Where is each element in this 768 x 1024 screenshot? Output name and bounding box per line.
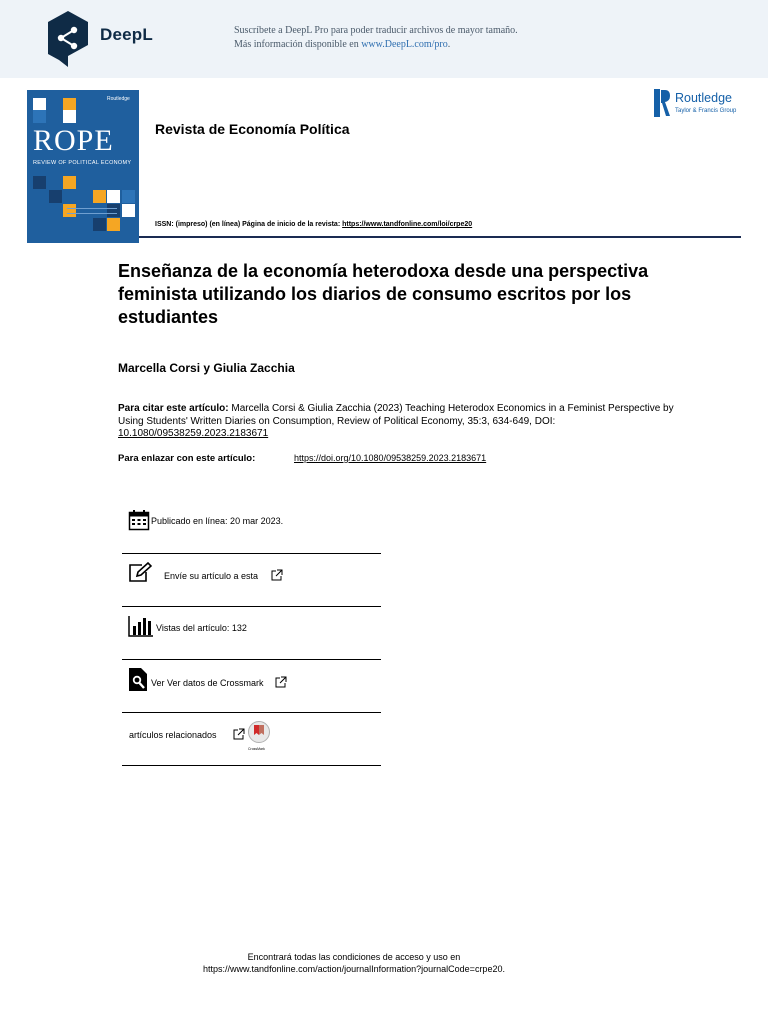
crossmark-row[interactable] [122, 667, 381, 697]
document-search-icon [128, 667, 148, 692]
info-divider [122, 659, 381, 660]
deepl-brand: DeepL [100, 25, 153, 44]
journal-cover [27, 90, 139, 243]
crossmark-label[interactable]: Ver Ver datos de Crossmark [151, 678, 264, 688]
citation [118, 403, 678, 441]
cover-square [49, 190, 62, 203]
cover-square [107, 190, 120, 203]
bar-chart-icon [128, 615, 154, 637]
article-doi-url[interactable]: https://doi.org/10.1080/09538259.2023.2183671 [294, 453, 487, 463]
footer-terms-url[interactable]: https://www.tandfonline.com/action/journalInformation?journalCode=crpe20. [203, 964, 505, 974]
published-date: Publicado en línea: 20 mar 2023. [151, 516, 284, 526]
article-title: Enseñanza de la economía heterodoxa desde una perspectiva feminista utilizando los diarios de consumo escritos por los estudiantes [118, 261, 649, 327]
cover-square [93, 190, 106, 203]
article-link-row [118, 453, 487, 464]
routledge-logo-icon [654, 89, 670, 117]
banner-message [234, 24, 518, 52]
deepl-logo-icon [45, 9, 91, 69]
info-divider [122, 606, 381, 607]
external-link-icon [271, 569, 283, 581]
banner-line-2-prefix: Más información disponible en [234, 39, 362, 50]
issn-text: ISSN: (impreso) (en línea) Página de inicio de la revista: [155, 221, 343, 228]
submit-label[interactable]: Envíe su artículo a esta [164, 571, 259, 581]
footer-terms [0, 951, 708, 975]
journal-title: Revista de Economía Política [155, 121, 350, 137]
banner-line-1: Suscríbete a DeepL Pro para poder traducir archivos de mayor tamaño. [234, 25, 518, 36]
header-divider [139, 236, 741, 238]
crossmark-badge-text: CrossMark [248, 747, 265, 751]
info-divider [122, 765, 381, 766]
related-row[interactable] [122, 719, 381, 755]
submit-row[interactable] [122, 561, 381, 591]
cover-square [63, 176, 76, 189]
calendar-icon [128, 509, 150, 531]
cover-square [107, 204, 120, 217]
article-authors: Marcella Corsi y Giulia Zacchia [118, 361, 295, 375]
edit-icon [128, 562, 152, 584]
cover-square [93, 218, 106, 231]
external-link-icon [233, 728, 245, 740]
routledge-name: Routledge [675, 91, 732, 105]
banner-line-2-suffix: . [447, 39, 451, 50]
doi-link[interactable]: 10.1080/09538259.2023.2183671 [118, 428, 269, 439]
cover-title: ROPE [33, 124, 114, 157]
cover-square [63, 110, 76, 123]
info-divider [122, 553, 381, 554]
citation-label: Para citar este artículo: [118, 403, 229, 414]
crossmark-badge-icon[interactable] [247, 721, 271, 747]
cover-subtitle: REVIEW OF POLITICAL ECONOMY [33, 160, 132, 166]
cover-rule [67, 213, 117, 214]
banner-line-2 [234, 38, 518, 52]
deepl-banner [0, 0, 768, 78]
article-link-label: Para enlazar con este artículo: [118, 453, 256, 464]
issn-line [155, 221, 472, 228]
cover-rule [67, 208, 117, 209]
info-divider [122, 712, 381, 713]
journal-homepage-link[interactable]: https://www.tandfonline.com/loi/crpe20 [342, 221, 473, 228]
cover-square [33, 110, 46, 123]
views-row [122, 614, 381, 644]
published-row [122, 508, 381, 538]
deepl-pro-link[interactable]: www.DeepL.com/pro [361, 39, 448, 50]
cover-square [122, 190, 135, 203]
article-views: Vistas del artículo: 132 [156, 623, 247, 633]
related-articles-label[interactable]: artículos relacionados [129, 730, 217, 740]
citation-text: Marcella Corsi & Giulia Zacchia (2023) Teaching Heterodox Economics in a Feminist Perspective by Using Students' Written Diaries on Consumption, Review of Political Economy, 35:3, 634-649, DOI: [118, 403, 674, 427]
cover-square [122, 204, 135, 217]
routledge-group: Taylor & Francis Group [675, 108, 737, 114]
cover-square [107, 218, 120, 231]
footer-line-1: Encontrará todas las condiciones de acceso y uso en [247, 952, 461, 962]
external-link-icon [275, 676, 287, 688]
cover-square [63, 204, 76, 217]
cover-publisher: Routledge [107, 96, 130, 102]
cover-square [33, 176, 46, 189]
